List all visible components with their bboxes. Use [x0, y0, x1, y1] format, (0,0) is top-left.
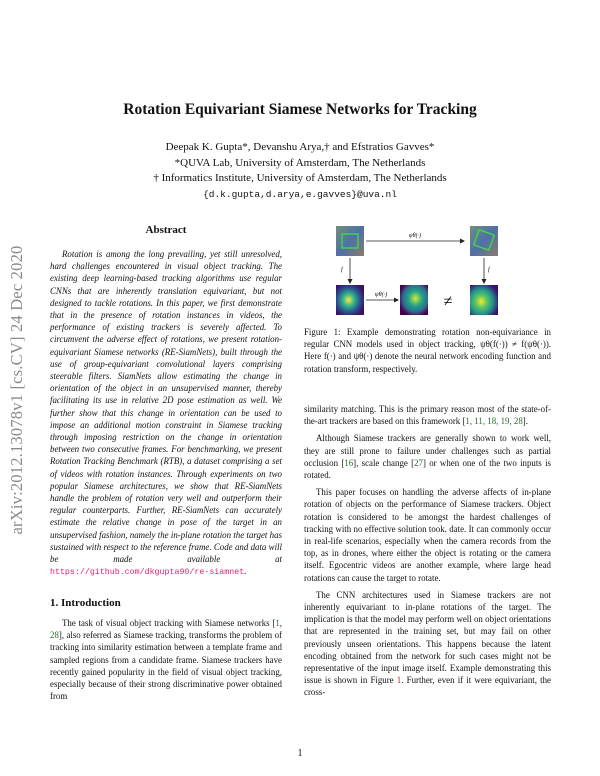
author-emails: {d.k.gupta,d.arya,e.gavves}@uva.nl	[203, 188, 397, 200]
feature-map-rotated-output	[400, 285, 428, 315]
rotation-label-bottom: ψθ(·)	[374, 292, 388, 298]
intro-body	[50, 617, 282, 702]
arxiv-sidebar	[2, 180, 32, 600]
body-text: ].	[522, 416, 528, 427]
abstract-text: Rotation is among the long prevailing, yet still unresolved, hard challenges encountered in visual object tracking. The existing deep learning-based tracking algorithms use regular CNNs that are inherently translation equivariant, but not designed to tackle rotations. In this paper, we first demonstrate that in the presence of rotation instances in videos, the performance of existing trackers is severely affected. To circumvent the adverse effect of rotations, we present rotation-equivariant Siamese networks (RE-SiamNets), built through the use of group-equivariant convolutional layers comprising steerable filters. SiamNets allow estimating the change in orientation of the object in an unsupervised manner, thereby facilitating its use in relative 2D pose estimation as well. We further show that this change in orientation can be used to impose an additional motion constraint in Siamese tracking through imposing restriction on the change in orientation between two consecutive frames. For benchmarking, we present Rotation Tracking Benchmark (RTB), a dataset comprising a set of videos with rotation instances. Through experiments on two popular Siamese architectures, we show that RE-SiamNets handle the problem of rotation very well and outperform their regular counterparts. Further, RE-SiamNets can accurately estimate the relative change in pose of the target in an unsupervised fashion, namely the in-plane rotation the target has sustained with respect to the reference frame. Code and data will be made available at	[50, 249, 282, 565]
intro-text: ,	[279, 618, 282, 628]
citation-link[interactable]: 1	[275, 618, 280, 628]
affiliation-1: *QUVA Lab, University of Amsterdam, The Netherlands	[174, 156, 426, 169]
citation-link[interactable]: 28	[50, 630, 59, 641]
body-text: ], scale change [	[353, 457, 415, 468]
citation-link[interactable]: 16	[344, 457, 354, 468]
feature-map-rotated-input	[470, 285, 498, 315]
body-paragraph: This paper focuses on handling the adverse affects of in-plane rotation of objects on the performance of Siamese trackers. Object rotation is considered to be amongst the hardest challenges of tracking with no effective solution took. date. It can commonly occur in real-life scenarios, especially when the camera records from the top, as in drones, where either the object is rotating or the camera itself. Egocentric videos are another example, where large head rotations can cause the target to rotate.	[304, 487, 551, 583]
author-block	[0, 140, 600, 202]
code-link[interactable]: https://github.com/dkgupta90/re-siamnet	[50, 568, 245, 578]
right-column-body	[304, 403, 551, 699]
affiliation-2: † Informatics Institute, University of Amsterdam, The Netherlands	[153, 172, 447, 184]
abstract-end: .	[244, 566, 247, 577]
rotation-arrow-top	[366, 239, 465, 244]
intro-heading: 1. Introduction	[50, 597, 121, 609]
citation-link[interactable]: 27	[414, 457, 423, 468]
rotated-image	[470, 226, 498, 256]
abstract-body	[50, 248, 282, 579]
arrowhead	[482, 279, 487, 284]
arxiv-id: arXiv:2012.13078v1 [cs.CV] 24 Dec 2020	[7, 245, 26, 535]
rotation-label-top: ψθ(·)	[408, 233, 422, 239]
encoder-label-right: f	[488, 267, 490, 273]
paper-title: Rotation Equivariant Siamese Networks for Tracking	[123, 101, 477, 118]
intro-text: The task of visual object tracking with Siamese networks [	[62, 618, 276, 628]
figure-ref-link[interactable]: 1	[396, 675, 402, 686]
feature-map-original	[336, 285, 364, 315]
body-text: The CNN architectures used in Siamese trackers are not inherently equivariant to in-plane rotations of the target. The implication is that the model may perform well on object orientations that are represented in the training set, but may fail on other previously unseen orientations. This happens because the latent encoding obtained from the network for such cases might not be representative of the input image itself. Example demonstrating this issue is shown in Figure	[304, 589, 551, 686]
body-text: similarity matching. This is the primary reason most of the state-of-the-art trackers are based on this framework [	[304, 404, 551, 427]
encoder-label-left: f	[341, 267, 343, 273]
figure-1	[330, 224, 530, 324]
arrowhead	[348, 279, 353, 284]
figure-caption: Figure 1: Example demonstrating rotation non-equivariance in regular CNN models used in object tracking, ψθ(f(·)) ≠ f(ψθ(·)). Here f(·) and ψθ(·) denote the neural network encoding function and rotation transform, respectively.	[304, 327, 551, 374]
intro-text: ], also referred as Siamese tracking, transforms the problem of tracking into similarity estimation between a template frame and sampled regions from a candidate frame. Siamese trackers have recently gained popularity in the field of visual object tracking, especially because of their strong discriminative power obtained from	[50, 630, 282, 702]
abstract-heading: Abstract	[145, 224, 187, 236]
page-number: 1	[297, 748, 303, 759]
rotation-arrow-bottom	[366, 298, 399, 303]
citation-link[interactable]: 1, 11, 18, 19, 28	[465, 416, 523, 427]
author-names: Deepak K. Gupta*, Devanshu Arya,† and Efstratios Gavves*	[165, 141, 435, 153]
body-text: Although Siamese trackers are generally shown to work well, they are still prone to failure under challenges such as partial occlusion [	[304, 433, 551, 468]
body-text: . Further, even if it were equivariant, the cross-	[304, 675, 551, 698]
body-text: ] or when one of the two inputs is rotated.	[304, 457, 551, 481]
input-image	[336, 226, 364, 256]
not-equal-sign: ≠	[443, 293, 453, 310]
